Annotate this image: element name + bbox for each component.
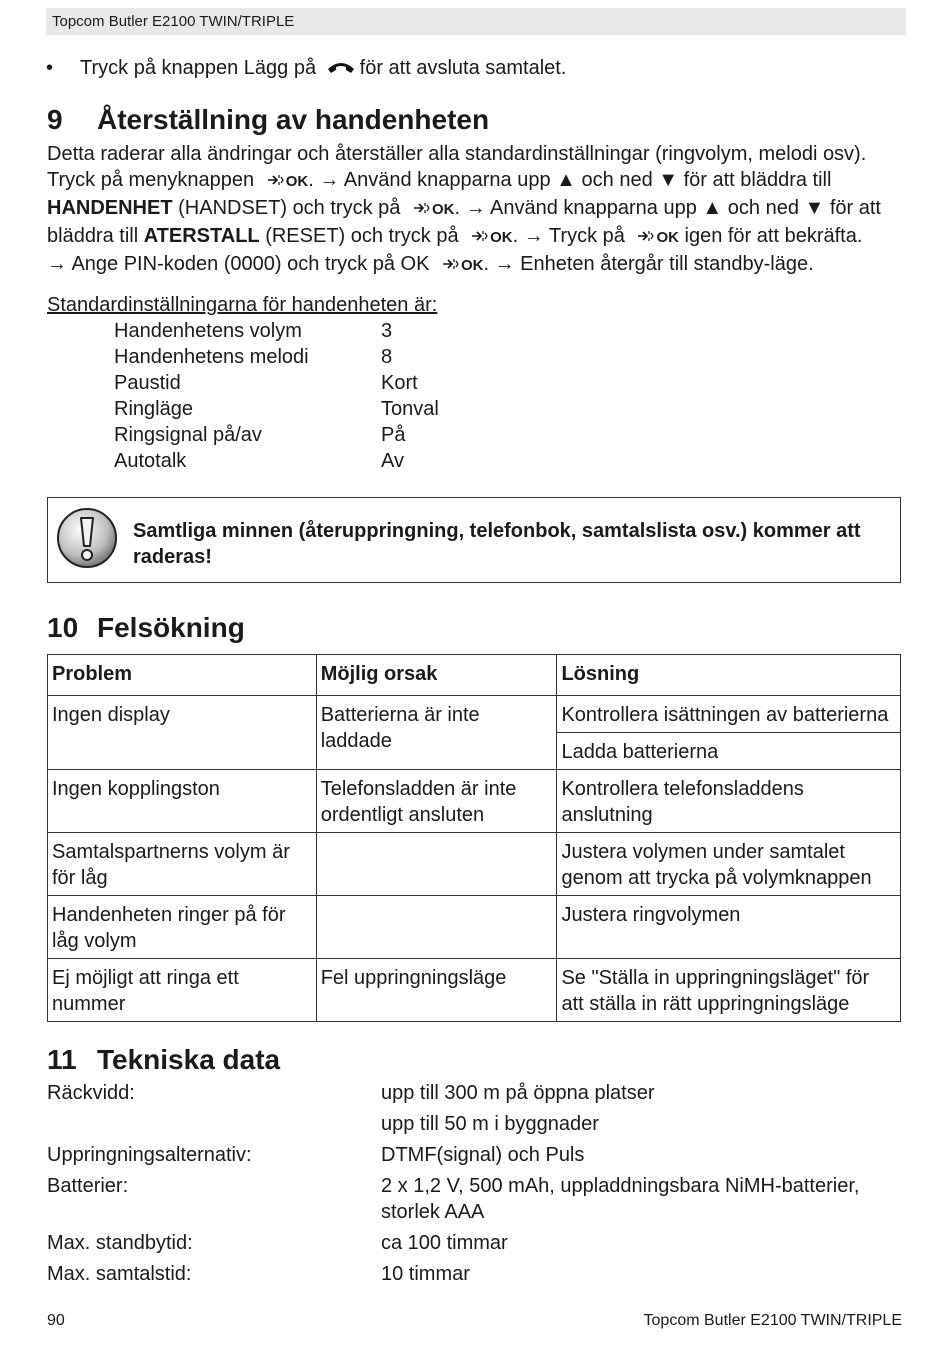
table-cell: Ingen kopplingston [48,770,317,833]
section-10-heading: 10 Felsökning [47,612,245,643]
section-11-heading: 11 Tekniska data [47,1044,281,1075]
table-cell: Kontrollera isättningen av batterierna [557,696,901,733]
table-cell: Ej möjligt att ringa ett nummer [48,959,317,1022]
para-line: Tryck på menyknappen OK. → Använd knapparna upp ▲ och ned ▼ för att bläddra till [47,167,907,195]
defaults-row: Autotalk Av [114,450,404,472]
nav-key-icon [470,224,488,250]
defaults-row: Handenhetens melodi 8 [114,346,393,368]
nav-key-icon [266,168,284,194]
table-cell: Justera ringvolymen [557,896,901,959]
para-line: HANDENHET (HANDSET) och tryck på OK. → Använd knapparna upp ▲ och ned ▼ för att [47,195,907,223]
column-header: Lösning [557,655,901,696]
table-cell: Batterierna är inte laddade [316,696,557,770]
nav-key-icon [636,224,654,250]
tech-row: Max. standbytid: ca 100 timmar [47,1232,508,1254]
para-line: bläddra till ATERSTALL (RESET) och tryck på OK. → Tryck på OK igen för att bekräfta. [47,223,907,251]
tech-row: Uppringningsalternativ: DTMF(signal) och Puls [47,1144,585,1166]
defaults-row: Handenhetens volym 3 [114,320,393,342]
footer-product: Topcom Butler E2100 TWIN/TRIPLE [643,1312,902,1329]
table-cell: Fel uppringningsläge [316,959,557,1022]
table-cell: Justera volymen under samtalet genom att trycka på volymknappen [557,833,901,896]
table-row [48,959,901,1022]
section-9-text [47,141,907,279]
table-cell: Kontrollera telefonsladdens anslutning [557,770,901,833]
column-header: Möjlig orsak [316,655,557,696]
para-line: Detta raderar alla ändringar och återställer alla standardinställningar (ringvolym, melodi osv). [47,143,867,165]
defaults-row: Ringsignal på/av På [114,424,406,446]
tech-row: Batterier: 2 x 1,2 V, 500 mAh, uppladdningsbara NiMH-batterier, storlek AAA [47,1175,860,1223]
table-cell: Ladda batterierna [557,733,901,770]
bullet-text-before: Tryck på knappen Lägg på [80,57,317,79]
tech-data-list [47,1080,907,1287]
bullet-mark: • [46,57,54,79]
table-row [48,833,901,896]
defaults-title: Standardinställningarna för handenheten är: [47,294,438,316]
column-header: Problem [48,655,317,696]
warning-exclamation-icon [55,506,119,575]
table-cell: Ingen display [48,696,317,770]
tech-row: Max. samtalstid: 10 timmar [47,1263,470,1285]
warning-text: Samtliga minnen (återuppringning, telefonbok, samtalslista osv.) kommer att raderas! [133,520,861,568]
table-cell [316,833,557,896]
page-number: 90 [47,1312,65,1329]
defaults-list [114,318,439,474]
table-header-row [48,655,901,696]
table-cell: Se "Ställa in uppringningsläget" för att ställa in rätt uppringningsläge [557,959,901,1022]
para-line: → Ange PIN-koden (0000) och tryck på OK OK. → Enheten återgår till standby-läge. [47,251,907,279]
table-row [48,696,901,733]
section-9-heading: 9 Återställning av handenheten [47,104,490,135]
table-cell [316,896,557,959]
defaults-row: Ringläge Tonval [114,398,439,420]
nav-key-icon [412,196,430,222]
page-header: Topcom Butler E2100 TWIN/TRIPLE [46,8,906,35]
table-cell: Telefonsladden är inte ordentligt ansluten [316,770,557,833]
table-row [48,770,901,833]
warning-box [47,497,901,583]
defaults-row: Paustid Kort [114,372,418,394]
table-cell: Samtalspartnerns volym är för låg [48,833,317,896]
bullet-text-after: för att avsluta samtalet. [359,57,567,79]
tech-row: Räckvidd: upp till 300 m på öppna platser upp till 50 m i byggnader [47,1082,655,1135]
table-row [48,896,901,959]
nav-key-icon [441,252,459,278]
troubleshooting-table [47,654,901,1022]
bullet-item [46,55,566,82]
hang-up-icon [326,56,356,82]
table-cell: Handenheten ringer på för låg volym [48,896,317,959]
